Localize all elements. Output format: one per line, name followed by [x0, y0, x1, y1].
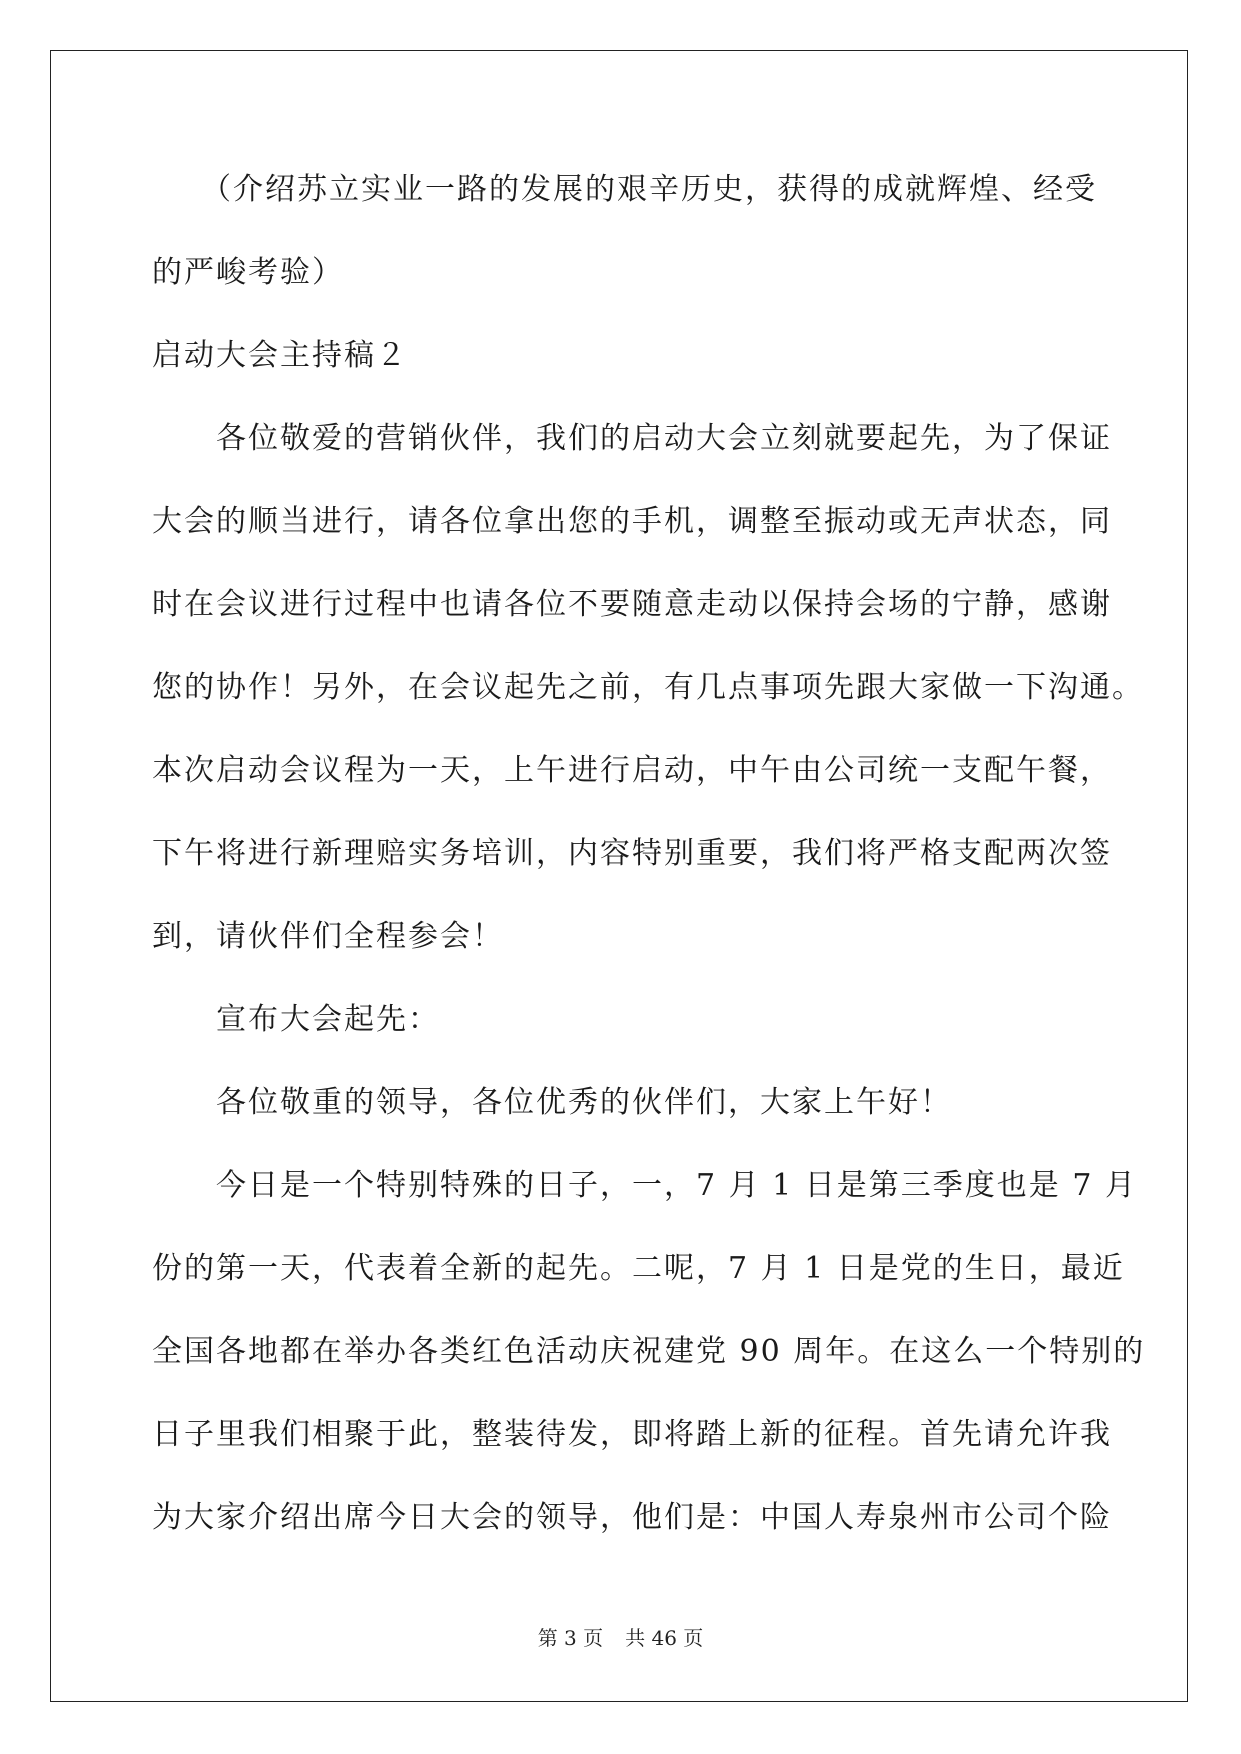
section-heading: 启动大会主持稿２ [152, 338, 408, 373]
text-line: 日子里我们相聚于此，整装待发，即将踏上新的征程。首先请允许我 [152, 1417, 1112, 1452]
text-line: 本次启动会议程为一天，上午进行启动，中午由公司统一支配午餐， [152, 753, 1112, 788]
text-line: 份的第一天，代表着全新的起先。二呢，7 月 1 日是党的生日，最近 [152, 1251, 1125, 1286]
text-line: 各位敬爱的营销伙伴，我们的启动大会立刻就要起先，为了保证 [152, 421, 1112, 456]
text-line: 您的协作！另外，在会议起先之前，有几点事项先跟大家做一下沟通。 [152, 670, 1144, 705]
page-number: 第 3 页 [537, 1626, 604, 1650]
text-line: 为大家介绍出席今日大会的领导，他们是：中国人寿泉州市公司个险 [152, 1500, 1112, 1535]
text-line: 各位敬重的领导，各位优秀的伙伴们，大家上午好！ [152, 1085, 952, 1120]
text-line: 今日是一个特别特殊的日子，一，7 月 1 日是第三季度也是 7 月 [152, 1168, 1137, 1203]
text-line: 到，请伙伴们全程参会！ [152, 919, 504, 954]
total-pages: 共 46 页 [625, 1626, 704, 1650]
text-line: 全国各地都在举办各类红色活动庆祝建党 90 周年。在这么一个特别的 [152, 1334, 1146, 1369]
text-line: 下午将进行新理赔实务培训，内容特别重要，我们将严格支配两次签 [152, 836, 1112, 871]
text-line: 时在会议进行过程中也请各位不要随意走动以保持会场的宁静，感谢 [152, 587, 1112, 622]
text-line: （介绍苏立实业一路的发展的艰辛历史，获得的成就辉煌、经受 [152, 172, 1097, 207]
page-footer [0, 1622, 1241, 1651]
document-body [152, 162, 1146, 1573]
text-line: 大会的顺当进行，请各位拿出您的手机，调整至振动或无声状态，同 [152, 504, 1112, 539]
text-line: 宣布大会起先： [152, 1002, 440, 1037]
text-line: 的严峻考验） [152, 255, 344, 290]
